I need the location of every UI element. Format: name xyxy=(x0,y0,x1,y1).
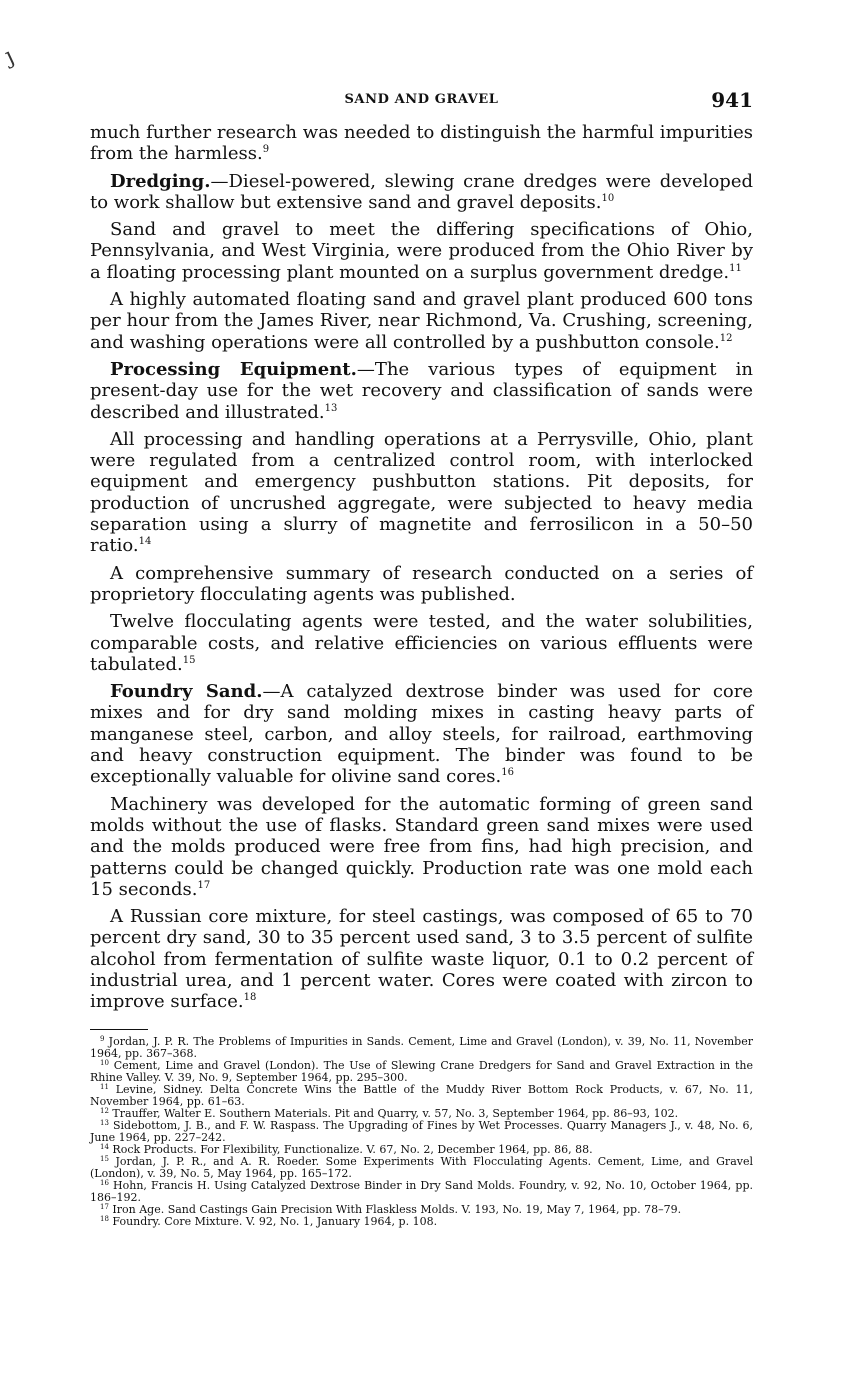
paragraph-text: Twelve flocculating agents were tested, and the water solubilities, comparable costs, and relative efficiencies on various effluents were tabulated. xyxy=(90,611,753,675)
paragraph xyxy=(90,122,753,165)
margin-pencil-mark: ȷ xyxy=(1,43,18,70)
footnote-text: Rock Products. For Flexibility, Functionalize. V. 67, No. 2, December 1964, pp. 86, 88. xyxy=(112,1142,593,1156)
footnote-text: Foundry. Core Mixture. V. 92, No. 1, January 1964, p. 108. xyxy=(112,1214,438,1228)
footnotes xyxy=(90,1036,753,1228)
footnote-number: 14 xyxy=(100,1142,109,1151)
footnote-text: Sidebottom, J. B., and F. W. Raspass. The Upgrading of Fines by Wet Processes. Quarry Managers J., v. 48, No. 6, June 1964, pp. 227–242. xyxy=(90,1118,753,1144)
paragraph-text: —Diesel-powered, slewing crane dredges were developed to work shallow but extensive sand and gravel deposits. xyxy=(90,170,753,213)
footnote-reference[interactable]: 15 xyxy=(182,654,196,666)
paragraph-heading: Foundry Sand. xyxy=(110,681,263,703)
paragraph-heading: Dredging. xyxy=(110,170,211,192)
paragraph-text: Machinery was developed for the automatic forming of green sand molds without the use of flasks. Standard green sand mixes were used and the molds produced were free from fins, had high precision, and patterns could be changed quickly. Production rate was one mold each 15 seconds. xyxy=(90,793,753,900)
footnote-number: 9 xyxy=(100,1034,105,1043)
paragraph-text: A Russian core mixture, for steel castings, was composed of 65 to 70 percent dry sand, 30 to 35 percent used sand, 3 to 3.5 percent of sulfite alcohol from fermentation of sulfite waste liquor, 0.1 to 0.2 percent of industrial urea, and 1 percent water. Cores were coated with zircon to improve surface. xyxy=(90,906,753,1013)
footnote-text: Jordan, J. P. R. The Problems of Impurities in Sands. Cement, Lime and Gravel (London), v. 39, No. 11, November 1964, pp. 367–368. xyxy=(90,1034,753,1060)
paragraph-text: A highly automated floating sand and gravel plant produced 600 tons per hour from the James River, near Richmond, Va. Crushing, screening, and washing operations were all controlled by a pushbutton console. xyxy=(90,289,753,353)
paragraph xyxy=(90,794,753,900)
paragraph xyxy=(90,171,753,214)
paragraph-text: Sand and gravel to meet the differing specifications of Ohio, Pennsylvania, and West Virginia, were produced from the Ohio River by a floating processing plant mounted on a surplus government dredge. xyxy=(90,219,753,283)
page-header xyxy=(90,88,753,118)
running-head: SAND AND GRAVEL xyxy=(344,92,499,107)
body-text xyxy=(90,122,753,1013)
paragraph xyxy=(90,611,753,675)
footnote-number: 12 xyxy=(100,1106,109,1115)
footnote-reference[interactable]: 9 xyxy=(262,144,270,156)
footnote-number: 17 xyxy=(100,1202,109,1211)
footnote-number: 15 xyxy=(100,1154,109,1163)
paragraph-heading: Processing Equipment. xyxy=(110,358,357,380)
page-number: 941 xyxy=(711,88,753,112)
footnote-number: 13 xyxy=(100,1118,109,1127)
footnote-rule xyxy=(90,1029,148,1030)
paragraph xyxy=(90,219,753,283)
footnote-reference[interactable]: 14 xyxy=(138,536,152,548)
paragraph-text: —A catalyzed dextrose binder was used for core mixes and for dry sand molding mixes in casting heavy parts of manganese steel, carbon, and alloy steels, for railroad, earthmoving and heavy construction equipment. The binder was found to be exceptionally valuable for olivine sand cores. xyxy=(90,681,753,788)
paragraph xyxy=(90,563,753,606)
document-page xyxy=(90,88,753,1228)
footnote-reference[interactable]: 17 xyxy=(197,879,211,891)
paragraph xyxy=(90,359,753,423)
footnote xyxy=(90,1060,753,1084)
footnote-text: Iron Age. Sand Castings Gain Precision With Flaskless Molds. V. 193, No. 19, May 7, 1964, pp. 78–79. xyxy=(112,1202,682,1216)
footnote xyxy=(90,1036,753,1060)
paragraph-text: All processing and handling operations at a Perrysville, Ohio, plant were regulated from a centralized control room, with interlocked equipment and emergency pushbutton stations. Pit deposits, for production of uncrushed aggregate, were subjected to heavy media separation using a slurry of magnetite and ferrosilicon in a 50–50 ratio. xyxy=(90,428,753,557)
footnote xyxy=(90,1120,753,1144)
footnote-text: Jordan, J. P. R., and A. R. Roeder. Some Experiments With Flocculating Agents. Cement, Lime, and Gravel (London), v. 39, No. 5, May 1964, pp. 165–172. xyxy=(90,1154,753,1180)
footnote-reference[interactable]: 16 xyxy=(501,767,514,779)
footnote-number: 11 xyxy=(100,1082,109,1091)
paragraph xyxy=(90,289,753,353)
footnote-reference[interactable]: 13 xyxy=(324,402,338,414)
paragraph xyxy=(90,429,753,557)
paragraph-text: A comprehensive summary of research conducted on a series of proprietory flocculating agents was published. xyxy=(90,562,753,605)
footnote xyxy=(90,1084,753,1108)
footnote-text: Cement, Lime and Gravel (London). The Use of Slewing Crane Dredgers for Sand and Gravel Extraction in the Rhine Valley. V. 39, No. 9, September 1964, pp. 295–300. xyxy=(90,1058,754,1084)
paragraph xyxy=(90,681,753,787)
footnote-number: 16 xyxy=(100,1178,109,1187)
footnote-reference[interactable]: 18 xyxy=(243,992,257,1004)
footnote-reference[interactable]: 12 xyxy=(719,332,733,344)
paragraph-text: much further research was needed to distinguish the harmful impurities from the harmless. xyxy=(90,122,753,165)
footnote xyxy=(90,1156,753,1180)
footnote-number: 10 xyxy=(100,1058,109,1067)
footnote-text: Hohn, Francis H. Using Catalyzed Dextrose Binder in Dry Sand Molds. Foundry, v. 92, No. 10, October 1964, pp. 186–192. xyxy=(90,1178,753,1204)
footnote-number: 18 xyxy=(100,1214,109,1223)
footnote-text: Trauffer, Walter E. Southern Materials. Pit and Quarry, v. 57, No. 3, September 1964, pp. 86–93, 102. xyxy=(112,1106,679,1120)
footnote-reference[interactable]: 11 xyxy=(729,262,742,274)
footnote-text: Levine, Sidney. Delta Concrete Wins the Battle of the Muddy River Bottom Rock Products, v. 67, No. 11, November 1964, pp. 61–63. xyxy=(90,1082,753,1108)
footnote xyxy=(90,1180,753,1204)
paragraph xyxy=(90,906,753,1012)
footnote-reference[interactable]: 10 xyxy=(601,192,615,204)
footnote xyxy=(90,1216,753,1228)
paragraph-text: —The various types of equipment in present-day use for the wet recovery and classification of sands were described and illustrated. xyxy=(90,358,754,423)
